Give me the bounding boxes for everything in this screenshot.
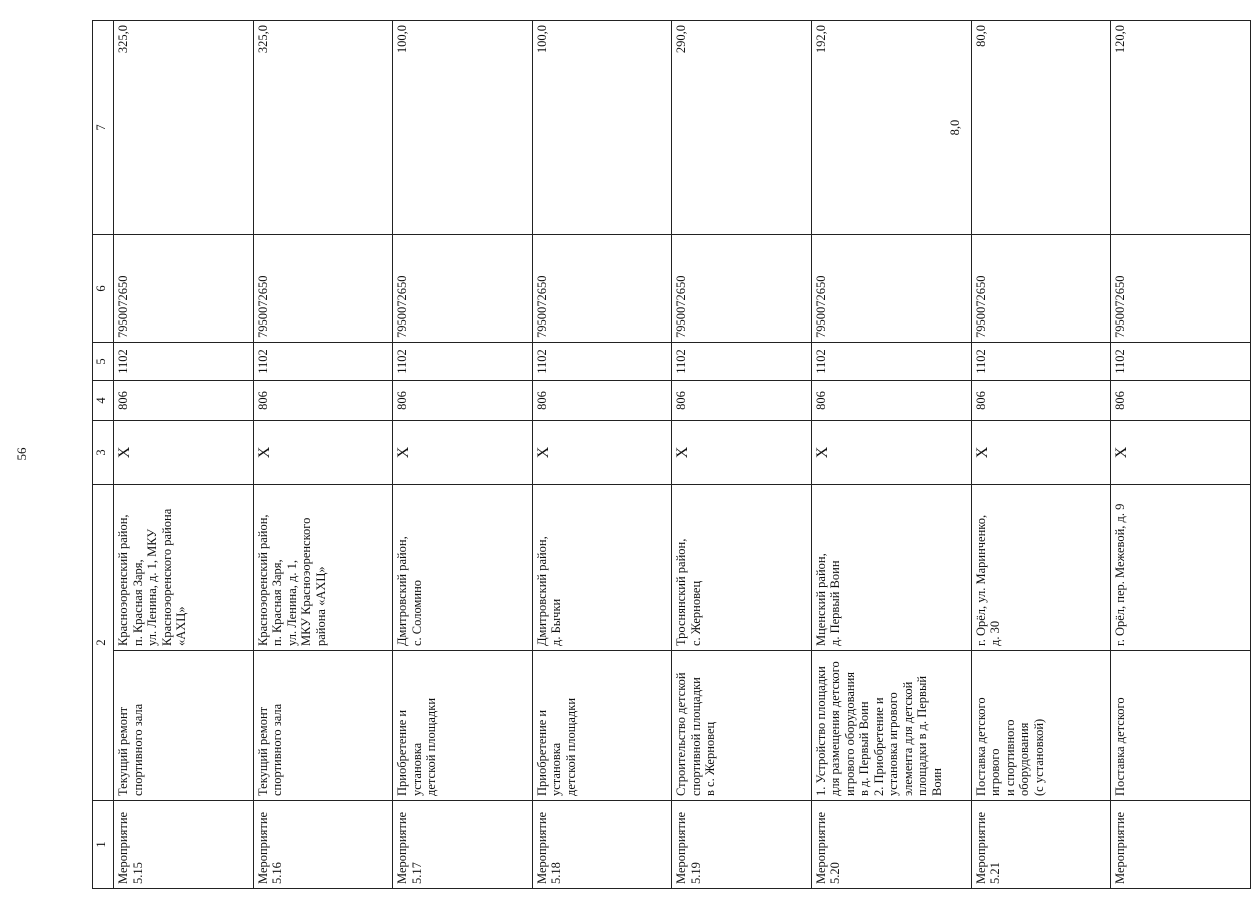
- table-row: [1111, 21, 1251, 889]
- header-cell: 5: [93, 343, 114, 381]
- code-cell: 806: [253, 381, 393, 421]
- location-cell: Дмитровский район, д. Бычки: [532, 485, 672, 651]
- location-cell: Дмитровский район, с. Соломино: [393, 485, 533, 651]
- mark-cell: Х: [672, 421, 812, 485]
- mark-cell: Х: [971, 421, 1111, 485]
- amount-cell: 325,0: [114, 21, 254, 235]
- event-name-cell: Поставка детского игрового и спортивного оборудования (с установкой): [971, 651, 1111, 801]
- event-name-cell: 1. Устройство площадки для размещения детского игрового оборудования в д. Первый Воин 2. Приобретение и установка игрового элемента для детской площадки в д. Первый Воин: [811, 651, 971, 801]
- page-number: 56: [14, 447, 29, 461]
- code-cell: 806: [971, 381, 1111, 421]
- section-cell: 1102: [532, 343, 672, 381]
- budget-table: [92, 20, 1251, 889]
- table-row: [971, 21, 1111, 889]
- section-cell: 1102: [393, 343, 533, 381]
- location-cell: г. Орёл, пер. Межевой, д. 9: [1111, 485, 1251, 651]
- event-name-cell: Текущий ремонт спортивного зала: [253, 651, 393, 801]
- location-cell: Красноэоренский район, п. Красная Заря, ул. Ленина, д. 1, МКУ Красноэоренского района «АХЦ»: [114, 485, 254, 651]
- table-row: [253, 21, 393, 889]
- mark-cell: Х: [811, 421, 971, 485]
- target-article-cell: 7950072650: [672, 235, 812, 343]
- mark-cell: Х: [253, 421, 393, 485]
- amount-cell: 192,0 8,0: [811, 21, 971, 235]
- header-cell: 6: [93, 235, 114, 343]
- event-id-cell: Мероприятие 5.15: [114, 801, 254, 889]
- mark-cell: Х: [114, 421, 254, 485]
- event-id-cell: Мероприятие 5.17: [393, 801, 533, 889]
- code-cell: 806: [114, 381, 254, 421]
- target-article-cell: 7950072650: [971, 235, 1111, 343]
- amount-cell: 325,0: [253, 21, 393, 235]
- header-cell: 7: [93, 21, 114, 235]
- mark-cell: Х: [393, 421, 533, 485]
- event-name-cell: Приобретение и установка детской площадки: [532, 651, 672, 801]
- target-article-cell: 7950072650: [393, 235, 533, 343]
- mark-cell: Х: [532, 421, 672, 485]
- target-article-cell: 7950072650: [114, 235, 254, 343]
- section-cell: 1102: [811, 343, 971, 381]
- location-cell: Троснянский район, с. Жерновец: [672, 485, 812, 651]
- target-article-cell: 7950072650: [532, 235, 672, 343]
- code-cell: 806: [393, 381, 533, 421]
- code-cell: 806: [1111, 381, 1251, 421]
- amount-cell: 80,0: [971, 21, 1111, 235]
- event-id-cell: Мероприятие 5.16: [253, 801, 393, 889]
- rotated-table-container: [92, 21, 1130, 889]
- location-cell: г. Орёл, ул. Маринченко, д. 30: [971, 485, 1111, 651]
- target-article-cell: 7950072650: [811, 235, 971, 343]
- section-cell: 1102: [1111, 343, 1251, 381]
- header-row: [93, 21, 114, 889]
- header-cell: 3: [93, 421, 114, 485]
- section-cell: 1102: [672, 343, 812, 381]
- event-id-cell: Мероприятие 5.18: [532, 801, 672, 889]
- header-cell: 4: [93, 381, 114, 421]
- table-row: [393, 21, 533, 889]
- mark-cell: Х: [1111, 421, 1251, 485]
- header-cell: 2: [93, 485, 114, 801]
- event-name-cell: Текущий ремонт спортивного зала: [114, 651, 254, 801]
- event-name-cell: Строительство детской спортивной площадки в с. Жерновец: [672, 651, 812, 801]
- target-article-cell: 7950072650: [253, 235, 393, 343]
- amount-cell: 290,0: [672, 21, 812, 235]
- table-row: [672, 21, 812, 889]
- code-cell: 806: [532, 381, 672, 421]
- target-article-cell: 7950072650: [1111, 235, 1251, 343]
- amount-sub-value: 8,0: [948, 119, 962, 136]
- amount-cell: 100,0: [393, 21, 533, 235]
- event-id-cell: Мероприятие 5.21: [971, 801, 1111, 889]
- code-cell: 806: [672, 381, 812, 421]
- event-name-cell: Поставка детского: [1111, 651, 1251, 801]
- location-cell: Мценский район, д. Первый Воин: [811, 485, 971, 651]
- event-id-cell: Мероприятие 5.20: [811, 801, 971, 889]
- section-cell: 1102: [253, 343, 393, 381]
- table-row: [811, 21, 971, 889]
- event-id-cell: Мероприятие: [1111, 801, 1251, 889]
- amount-cell: 100,0: [532, 21, 672, 235]
- table-row: [114, 21, 254, 889]
- location-cell: Красноэоренский район, п. Красная Заря, ул. Ленина, д. 1, МКУ Красноэоренского района «АХЦ»: [253, 485, 393, 651]
- section-cell: 1102: [971, 343, 1111, 381]
- event-name-cell: Приобретение и установка детской площадки: [393, 651, 533, 801]
- code-cell: 806: [811, 381, 971, 421]
- table-row: [532, 21, 672, 889]
- section-cell: 1102: [114, 343, 254, 381]
- header-cell: 1: [93, 801, 114, 889]
- amount-cell: 120,0: [1111, 21, 1251, 235]
- event-id-cell: Мероприятие 5.19: [672, 801, 812, 889]
